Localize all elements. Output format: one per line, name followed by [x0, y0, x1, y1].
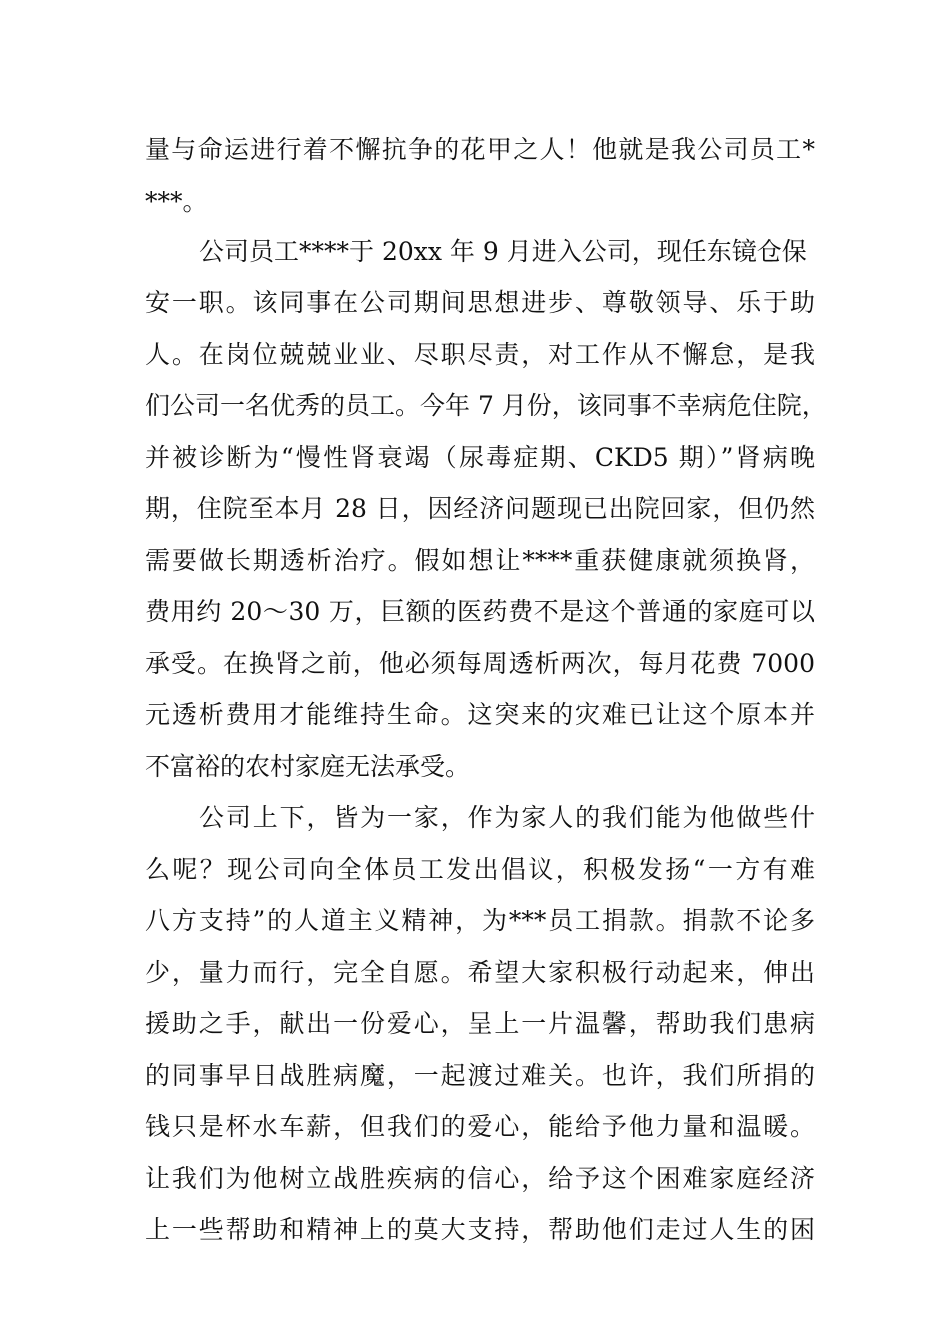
text-line: 期，住院至本月 28 日，因经济问题现已出院回家，但仍然 — [145, 494, 815, 523]
text-line: 钱只是杯水车薪，但我们的爱心，能给予他力量和温暖。 — [145, 1112, 815, 1141]
text-line: 少，量力而行，完全自愿。希望大家积极行动起来，伸出 — [145, 958, 815, 987]
text-line: 安一职。该同事在公司期间思想进步、尊敬领导、乐于助 — [145, 288, 815, 317]
text-line: ***。 — [145, 187, 208, 216]
text-line: 的同事早日战胜病魔，一起渡过难关。也许，我们所捐的 — [145, 1061, 815, 1090]
text-line: 让我们为他树立战胜疾病的信心，给予这个困难家庭经济 — [145, 1164, 815, 1193]
text-line: 不富裕的农村家庭无法承受。 — [145, 752, 471, 781]
text-line: 上一些帮助和精神上的莫大支持，帮助他们走过人生的困 — [145, 1215, 815, 1244]
text-line: 费用约 20～30 万，巨额的医药费不是这个普通的家庭可以 — [145, 597, 815, 626]
text-line: 么呢？现公司向全体员工发出倡议，积极发扬“一方有难 — [145, 855, 815, 884]
text-line: 们公司一名优秀的员工。今年 7 月份，该同事不幸病危住院， — [145, 391, 827, 420]
text-line: 并被诊断为“慢性肾衰竭（尿毒症期、CKD5 期）”肾病晚 — [145, 443, 815, 472]
paragraph-first-line: 公司员工****于 20xx 年 9 月进入公司，现任东镜仓保 — [199, 237, 807, 266]
paragraph-first-line: 公司上下，皆为一家，作为家人的我们能为他做些什 — [199, 803, 815, 832]
text-line: 八方支持”的人道主义精神，为***员工捐款。捐款不论多 — [145, 906, 815, 935]
text-line: 元透析费用才能维持生命。这突来的灾难已让这个原本并 — [145, 700, 815, 729]
text-line: 人。在岗位兢兢业业、尽职尽责，对工作从不懈怠，是我 — [145, 340, 815, 369]
text-line: 需要做长期透析治疗。假如想让****重获健康就须换肾， — [145, 546, 815, 575]
text-line: 量与命运进行着不懈抗争的花甲之人！他就是我公司员工* — [145, 135, 815, 164]
text-line: 援助之手，献出一份爱心，呈上一片温馨，帮助我们患病 — [145, 1009, 815, 1038]
text-line: 承受。在换肾之前，他必须每周透析两次，每月花费 7000 — [145, 649, 815, 678]
